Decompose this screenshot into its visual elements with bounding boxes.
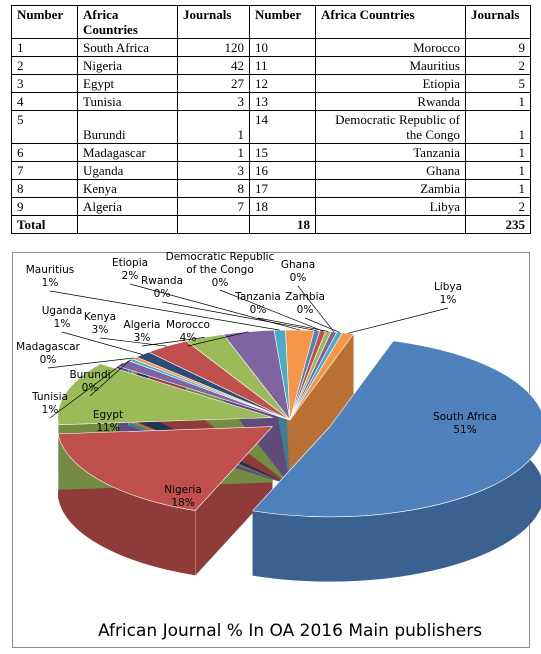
cell-country-2: Tanzania [316,144,466,162]
cell-number: 7 [12,162,78,180]
cell-country-2: Mauritius [316,57,466,75]
label-zambia: Zambia 0% [285,291,325,316]
cell-journals-2: 2 [466,57,531,75]
label-morocco: Morocco 4% [166,319,210,344]
cell-number: 9 [12,198,78,216]
leader-line-tanzania [258,318,328,331]
cell-country: Nigeria [78,57,178,75]
header-country-line1: Africa [83,7,119,22]
label-burundi: Burundi 0% [69,369,111,394]
cell-journals-2: 1 [466,144,531,162]
label-tunisia: Tunisia 1% [32,391,68,416]
cell-number-2: 14 [250,111,316,144]
label-uganda: Uganda 1% [41,305,83,330]
cell-journals-2: 1 [466,111,531,144]
total-count: 18 [250,216,316,234]
cell-country: Algeria [78,198,178,216]
cell-number: 1 [12,39,78,57]
cell-number: 4 [12,93,78,111]
header-journals: Journals [178,6,250,39]
cell-country-2: Rwanda [316,93,466,111]
cell-number-2: 18 [250,198,316,216]
leader-line-libya [348,308,448,333]
cell-journals: 27 [178,75,250,93]
cell-country-2: Libya [316,198,466,216]
label-algeria: Algeria 3% [123,319,161,344]
cell-country: Burundi [78,111,178,144]
label-etiopia: Etiopia 2% [111,257,149,282]
cell-number-2: 12 [250,75,316,93]
label-libya: Libya 1% [433,281,463,306]
cell-journals: 3 [178,93,250,111]
cell-journals-2: 9 [466,39,531,57]
cell-number: 8 [12,180,78,198]
cell-country: Egypt [78,75,178,93]
cell-journals-2: 1 [466,180,531,198]
label-ghana: Ghana 0% [280,259,316,284]
label-tanzania: Tanzania 0% [235,291,281,316]
cell-country-2: Ghana [316,162,466,180]
cell-country: Madagascar [78,144,178,162]
cell-journals: 1 [178,111,250,144]
cell-number-2: 10 [250,39,316,57]
cell-number-2: 11 [250,57,316,75]
cell-number-2: 13 [250,93,316,111]
cell-journals: 120 [178,39,250,57]
chart-title: African Journal % In OA 2016 Main publishers [97,621,483,641]
cell-journals-2: 1 [466,162,531,180]
cell-number: 3 [12,75,78,93]
label-rwanda: Rwanda 0% [140,275,184,300]
label-egypt: Egypt 11% [92,409,124,434]
cell-journals: 1 [178,144,250,162]
label-kenya: Kenya 3% [83,311,117,336]
label-nigeria: Nigeria 18% [164,484,202,509]
cell-country: Kenya [78,180,178,198]
cell-number: 2 [12,57,78,75]
header-journals-2: Journals [466,6,531,39]
cell-number-2: 17 [250,180,316,198]
label-democratic-republic-of-the-congo: Democratic Republic of the Congo 0% [165,251,275,289]
cell-number-2: 15 [250,144,316,162]
cell-country-2: Morocco [316,39,466,57]
label-south-africa: South Africa 51% [433,411,497,436]
cell-journals-2: 1 [466,93,531,111]
cell-journals: 7 [178,198,250,216]
cell-journals: 8 [178,180,250,198]
cell-journals-2: 5 [466,75,531,93]
total-label: Total [12,216,78,234]
cell-country: Uganda [78,162,178,180]
cell-number: 5 [12,111,78,144]
total-journals: 235 [466,216,531,234]
header-country-line2: Countries [83,22,138,37]
label-mauritius: Mauritius 1% [25,264,75,289]
cell-country-2: Zambia [316,180,466,198]
cell-journals: 3 [178,162,250,180]
cell-journals-2: 2 [466,198,531,216]
label-madagascar: Madagascar 0% [16,341,80,366]
cell-number: 6 [12,144,78,162]
cell-country: South Africa [78,39,178,57]
header-number-2: Number [250,6,316,39]
cell-country: Tunisia [78,93,178,111]
header-number: Number [12,6,78,39]
cell-country-2: Democratic Republic of the Congo [316,111,466,144]
cell-country-2: Etiopia [316,75,466,93]
cell-journals: 42 [178,57,250,75]
header-country-2: Africa Countries [316,6,466,39]
cell-number-2: 16 [250,162,316,180]
